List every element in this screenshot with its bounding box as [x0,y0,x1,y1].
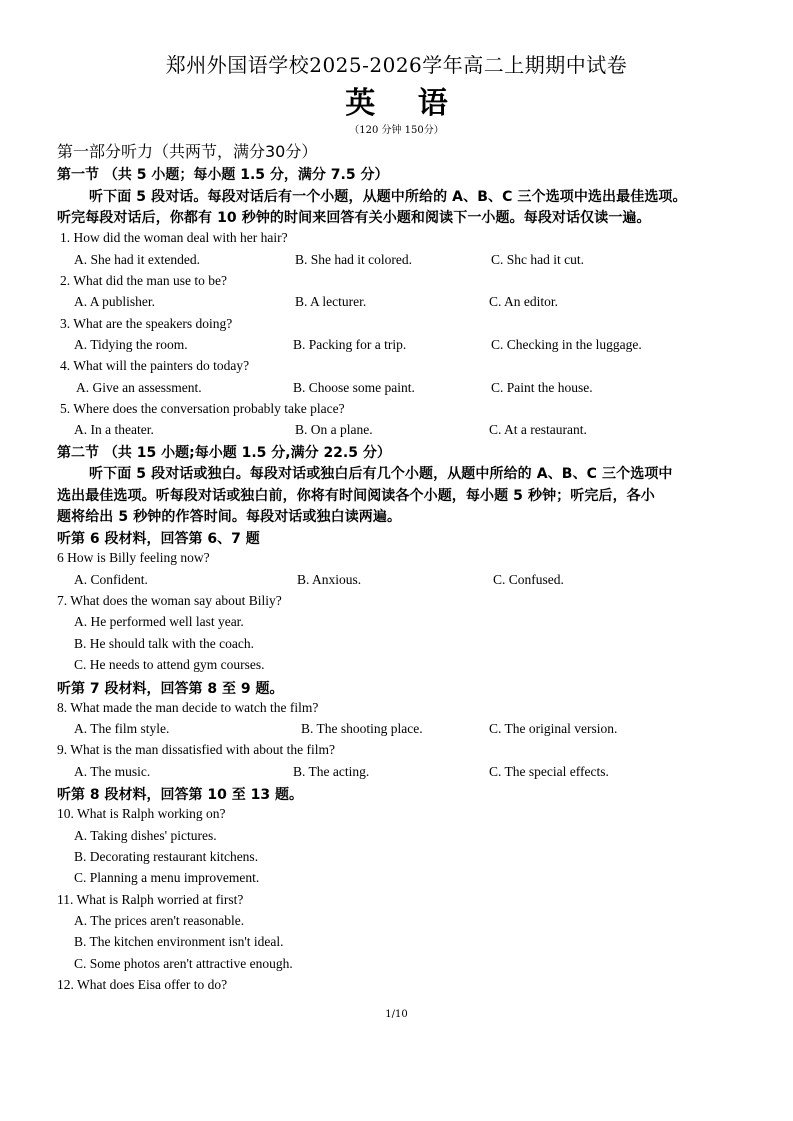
question-2-option-a: A. A publisher. [74,294,156,309]
question-4-option-c: C. Paint the house. [491,380,593,395]
section-one-instruction-line1: 听下面 5 段对话。每段对话后有一个小题，从题中所给的 A、B、C 三个选项中选出最佳选项。 [89,189,687,205]
question-7-stem: 7. What does the woman say about Biliy? [57,593,282,608]
question-8-stem: 8. What made the man decide to watch the film? [57,700,319,715]
question-7-option-c: C. He needs to attend gym courses. [74,657,265,672]
question-11-option-a: A. The prices aren't reasonable. [74,913,245,928]
question-2-option-c: C. An editor. [489,294,559,309]
question-9-option-b: B. The acting. [293,764,370,779]
page-number: 1/10 [385,1009,408,1020]
question-2-option-b: B. A lecturer. [295,294,367,309]
section-two-instruction-line1: 听下面 5 段对话或独白。每段对话或独白后有几个小题，从题中所给的 A、B、C 三个选项中 [89,466,673,482]
exam-title: 郑州外国语学校2025-2026学年高二上期期中试卷 [165,53,628,77]
question-9-option-c: C. The special effects. [489,764,609,779]
section-two-instruction-line3: 题将给出 5 秒钟的作答时间。每段对话或独白读两遍。 [57,509,402,525]
question-8-option-a: A. The film style. [74,721,170,736]
question-5-stem: 5. Where does the conversation probably take place? [60,401,345,416]
question-2-stem: 2. What did the man use to be? [60,273,227,288]
question-3-option-b: B. Packing for a trip. [293,337,407,352]
question-11-stem: 11. What is Ralph worried at first? [57,892,244,907]
question-9-stem: 9. What is the man dissatisfied with about the film? [57,742,335,757]
question-10-option-c: C. Planning a menu improvement. [74,870,260,885]
question-3-stem: 3. What are the speakers doing? [60,316,233,331]
question-9-option-a: A. The music. [74,764,151,779]
question-10-option-b: B. Decorating restaurant kitchens. [74,849,259,864]
question-6-option-a: A. Confident. [74,572,148,587]
section-one-heading: 第一节 （共 5 小题；每小题 1.5 分，满分 7.5 分） [57,167,389,183]
question-3-option-a: A. Tidying the room. [74,337,188,352]
exam-duration-score: （120 分钟 150分） [349,125,444,136]
question-6-option-c: C. Confused. [493,572,564,587]
question-7-option-a: A. He performed well last year. [74,614,244,629]
section-two-heading: 第二节 （共 15 小题;每小题 1.5 分,满分 22.5 分） [57,445,391,461]
question-8-option-c: C. The original version. [489,721,618,736]
group-7-heading: 听第 7 段材料，回答第 8 至 9 题。 [57,681,284,697]
question-3-option-c: C. Checking in the luggage. [491,337,642,352]
part-one-heading: 第一部分听力（共两节，满分30分） [57,142,318,161]
question-1-option-c: C. Shc had it cut. [491,252,584,267]
question-11-option-c: C. Some photos aren't attractive enough. [74,956,293,971]
section-one-instruction-line2: 听完每段对话后，你都有 10 秒钟的时间来回答有关小题和阅读下一小题。每段对话仅读一遍。 [57,210,651,226]
question-10-stem: 10. What is Ralph working on? [57,806,226,821]
question-6-option-b: B. Anxious. [297,572,362,587]
group-6-heading: 听第 6 段材料，回答第 6、7 题 [57,531,260,547]
question-6-stem: 6 How is Billy feeling now? [57,550,210,565]
question-4-option-a: A. Give an assessment. [76,380,202,395]
question-5-option-a: A. In a theater. [74,422,154,437]
question-1-stem: 1. How did the woman deal with her hair? [60,230,288,245]
question-8-option-b: B. The shooting place. [301,721,423,736]
subject-title: 英 语 [345,86,464,121]
question-7-option-b: B. He should talk with the coach. [74,636,254,651]
question-11-option-b: B. The kitchen environment isn't ideal. [74,934,284,949]
question-1-option-a: A. She had it extended. [74,252,200,267]
section-two-instruction-line2: 选出最佳选项。听每段对话或独白前，你将有时间阅读各个小题，每小题 5 秒钟；听完后，各小 [57,488,655,504]
group-8-heading: 听第 8 段材料，回答第 10 至 13 题。 [57,787,303,803]
question-5-option-c: C. At a restaurant. [489,422,587,437]
question-1-option-b: B. She had it colored. [295,252,412,267]
question-5-option-b: B. On a plane. [295,422,373,437]
question-10-option-a: A. Taking dishes' pictures. [74,828,217,843]
question-4-stem: 4. What will the painters do today? [60,358,250,373]
question-4-option-b: B. Choose some paint. [293,380,415,395]
question-12-stem: 12. What does Eisa offer to do? [57,977,228,992]
